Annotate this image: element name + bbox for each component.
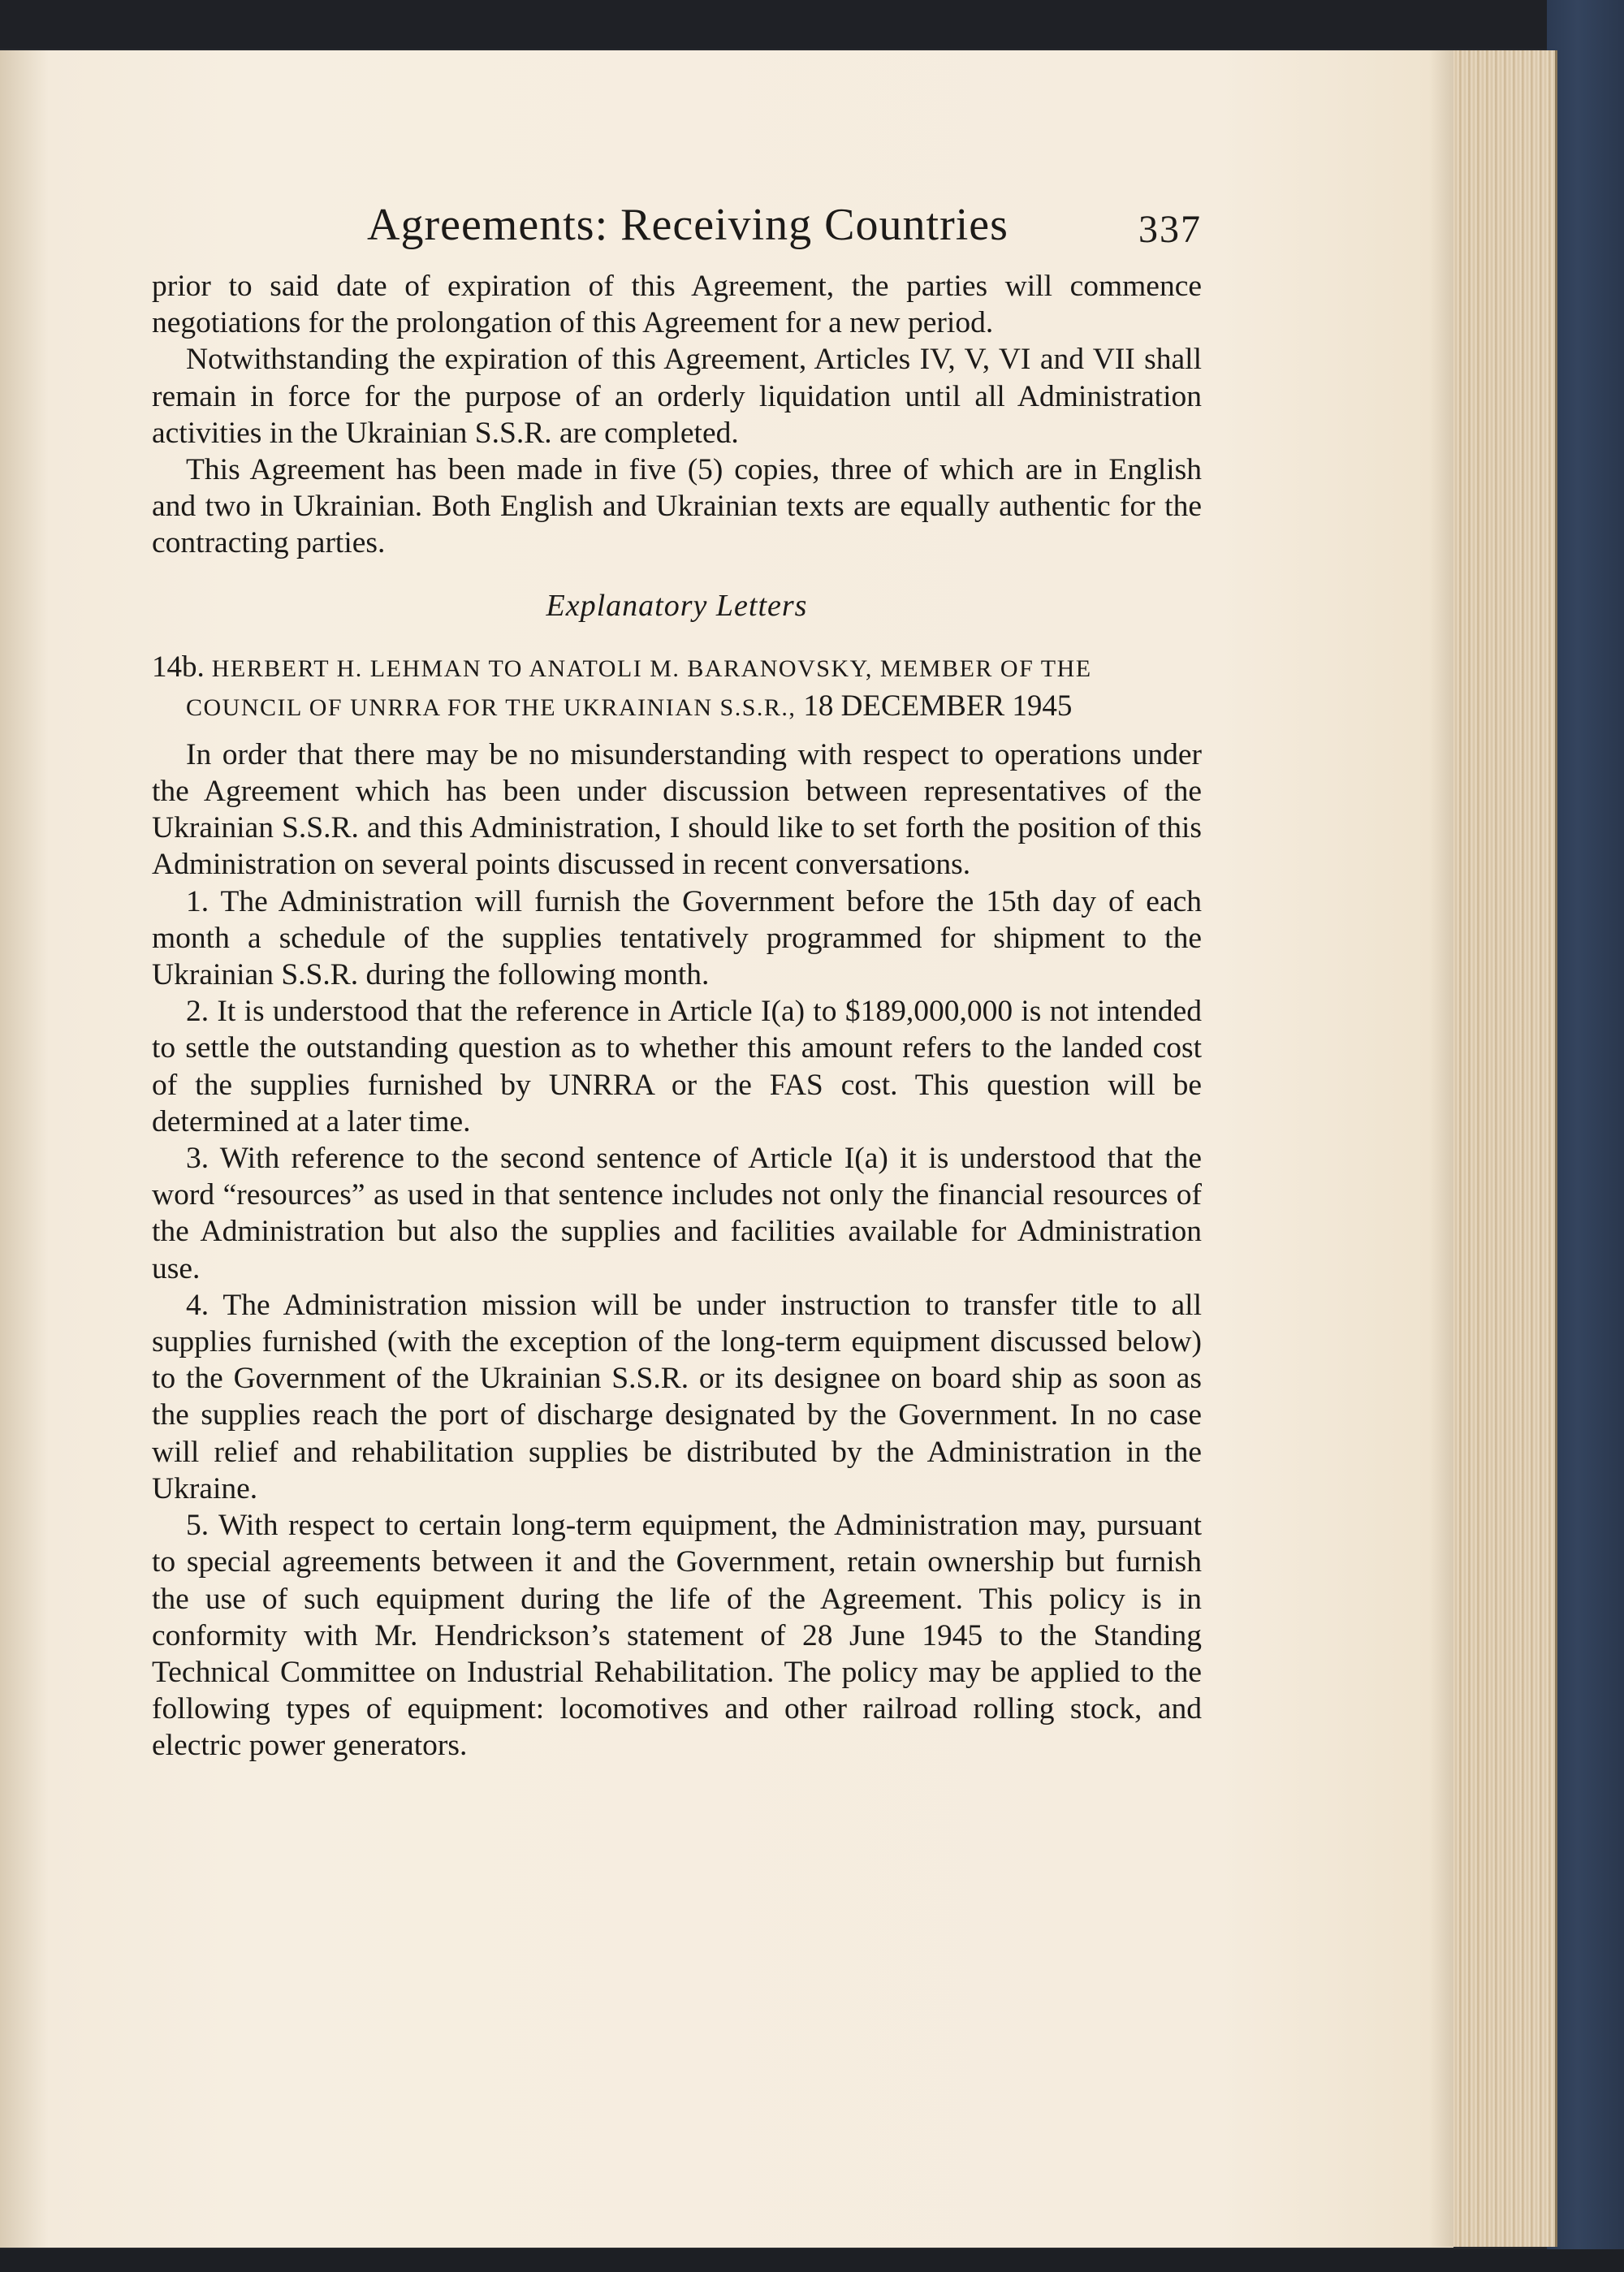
numbered-paragraph: 2. It is understood that the reference in Article I(a) to $189,000,000 is not intended to settle the outstanding question as to whether this amount refers to the landed cost of the supplies furnished by UNRRA or the FAS cost. This question will be determined at a later time. bbox=[152, 995, 1202, 1138]
letter-date: 18 DECEMBER 1945 bbox=[803, 689, 1073, 723]
page-body bbox=[152, 268, 1202, 1764]
running-title: Agreements: Receiving Countries bbox=[367, 200, 1009, 250]
page-stack-edges bbox=[1453, 50, 1557, 2247]
numbered-paragraph: 4. The Administration mission will be under instruction to transfer title to all supplies furnished (with the exception of the long-term equipment discussed below) to the Government of the Ukrainian S.S.R. or its designee on board ship as soon as the supplies reach the port of discharge designated by the Government. In no case will relief and rehabilitation supplies be distributed by the Administration in the Ukraine. bbox=[152, 1288, 1202, 1505]
book-cover-right-edge bbox=[1547, 0, 1624, 2272]
book-cover-top-edge bbox=[0, 0, 1624, 49]
numbered-paragraph: 3. With reference to the second sentence of Article I(a) it is understood that the word “resources” as used in that sentence includes not only the financial resources of the Administration but also the supplies and facilities available for Administration use. bbox=[152, 1142, 1202, 1285]
numbered-paragraph: 5. With respect to certain long-term equipment, the Administration may, pursuant to special agreements between it and the Government, retain ownership but furnish the use of such equipment during the life of the Agreement. This policy is in conformity with Mr. Hendrickson’s statement of 28 June 1945 to the Standing Technical Committee on Industrial Rehabilitation. The policy may be applied to the following types of equipment: locomotives and other railroad rolling stock, and electric power generators. bbox=[152, 1509, 1202, 1763]
paragraph: This Agreement has been made in five (5) copies, three of which are in English and two in Ukrainian. Both English and Ukrainian texts are equally authentic for the contracting parties. bbox=[152, 453, 1202, 560]
paragraph-continuation: prior to said date of expiration of this Agreement, the parties will commence negotiations for the prolongation of this Agreement for a new period. bbox=[152, 270, 1202, 340]
letter-number: 14b. bbox=[152, 650, 205, 684]
letter-title: HERBERT H. LEHMAN TO ANATOLI M. BARANOVSKY, MEMBER OF THE COUNCIL OF UNRRA FOR THE UKRAINIAN S.S.R., bbox=[186, 654, 1092, 721]
numbered-paragraph: 1. The Administration will furnish the Government before the 15th day of each month a schedule of the supplies tentatively programmed for shipment to the Ukrainian S.S.R. during the following month. bbox=[152, 884, 1202, 992]
section-heading: Explanatory Letters bbox=[546, 588, 808, 623]
running-head bbox=[152, 199, 1202, 264]
book-cover-bottom-edge bbox=[0, 2249, 1624, 2272]
paragraph: Notwithstanding the expiration of this Agreement, Articles IV, V, VI and VII shall remain in force for the purpose of an orderly liquidation until all Administration activities in the Ukrainian S.S.R. are completed. bbox=[152, 343, 1202, 450]
paragraph: In order that there may be no misunderstanding with respect to operations under the Agreement which has been under discussion between representatives of the Ukrainian S.S.R. and this Administration, I should like to set forth the position of this Administration on several points discussed in recent conversations. bbox=[152, 737, 1202, 882]
page-number: 337 bbox=[1138, 208, 1202, 251]
letter-heading bbox=[152, 649, 1202, 727]
